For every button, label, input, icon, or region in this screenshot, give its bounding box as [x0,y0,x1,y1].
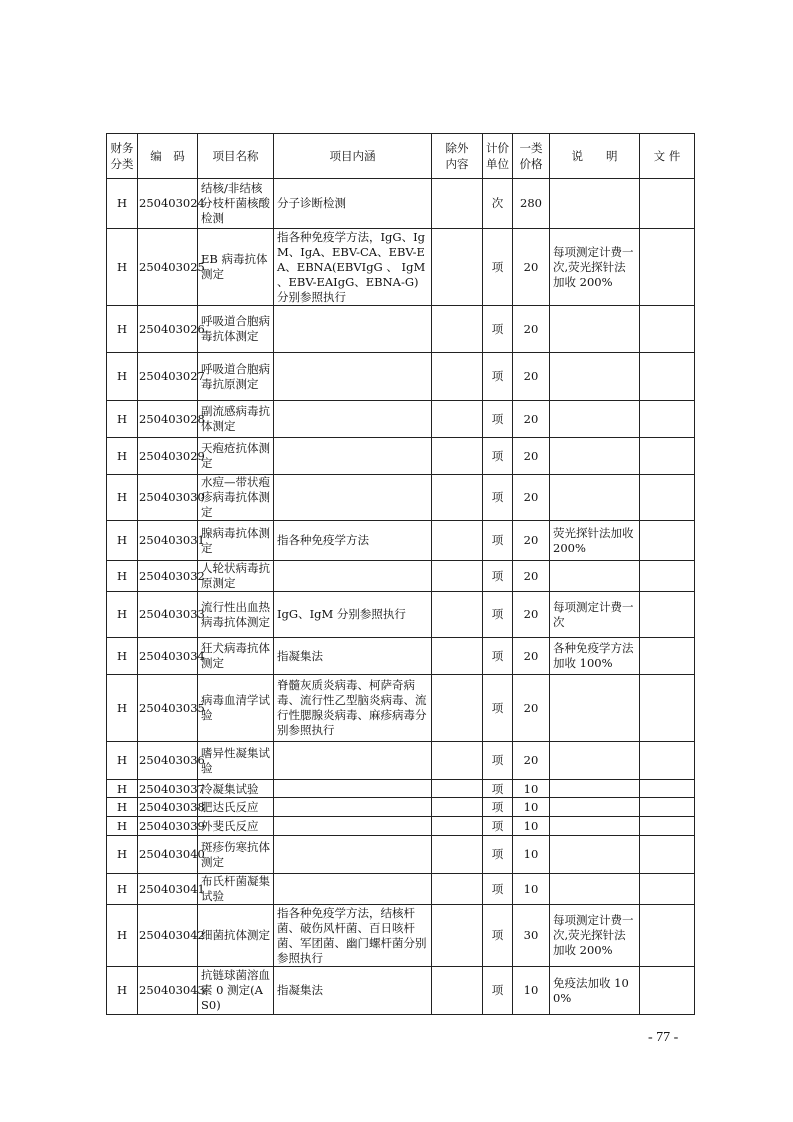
name-cell: 肥达氏反应 [198,798,274,817]
content-cell [274,817,432,836]
table-row [107,401,695,438]
price-cell: 20 [513,438,550,475]
header-category: 财务 分类 [107,134,138,179]
notes-cell [550,561,640,592]
notes-cell [550,836,640,874]
price-cell: 20 [513,229,550,306]
file-cell [640,592,695,638]
exclusions-cell [432,675,483,742]
table-row [107,817,695,836]
code-cell: 250403029 [138,438,198,475]
unit-cell: 次 [483,179,513,229]
header-file: 文 件 [640,134,695,179]
file-cell [640,475,695,521]
table-row [107,638,695,675]
code-cell: 250403043 [138,967,198,1015]
category-cell: H [107,780,138,798]
name-cell: 腺病毒抗体测定 [198,521,274,561]
name-cell: 人轮状病毒抗原测定 [198,561,274,592]
category-cell: H [107,742,138,780]
content-cell: 指各种免疫学方法，IgG、IgM、IgA、EBV-CA、EBV-EA、EBNA(EBVIgG 、 IgM 、EBV-EAIgG、EBNA-G)分别参照执行 [274,229,432,306]
table-row [107,561,695,592]
file-cell [640,817,695,836]
file-cell [640,229,695,306]
name-cell: 抗链球菌溶血素 0 测定(AS0) [198,967,274,1015]
category-cell: H [107,967,138,1015]
price-cell: 20 [513,592,550,638]
header-price: 一类 价格 [513,134,550,179]
table-row [107,874,695,905]
price-cell: 20 [513,306,550,353]
unit-cell: 项 [483,742,513,780]
category-cell: H [107,229,138,306]
unit-cell: 项 [483,798,513,817]
code-cell: 250403028 [138,401,198,438]
table-row [107,353,695,401]
notes-cell [550,798,640,817]
exclusions-cell [432,179,483,229]
notes-cell: 每项测定计费一次 [550,592,640,638]
category-cell: H [107,438,138,475]
table-row [107,836,695,874]
file-cell [640,561,695,592]
table-row [107,306,695,353]
notes-cell [550,353,640,401]
name-cell: 狂犬病毒抗体测定 [198,638,274,675]
category-cell: H [107,905,138,967]
file-cell [640,401,695,438]
code-cell: 250403030 [138,475,198,521]
category-cell: H [107,306,138,353]
notes-cell: 免疫法加收 100% [550,967,640,1015]
exclusions-cell [432,742,483,780]
unit-cell: 项 [483,905,513,967]
exclusions-cell [432,521,483,561]
exclusions-cell [432,561,483,592]
name-cell: 呼吸道合胞病毒抗原测定 [198,353,274,401]
price-cell: 20 [513,638,550,675]
code-cell: 250403025 [138,229,198,306]
header-exclusions: 除外 内容 [432,134,483,179]
code-cell: 250403034 [138,638,198,675]
table-row [107,475,695,521]
header-notes: 说 明 [550,134,640,179]
file-cell [640,353,695,401]
price-table [106,133,695,1015]
category-cell: H [107,874,138,905]
unit-cell: 项 [483,675,513,742]
category-cell: H [107,475,138,521]
header-unit: 计价 单位 [483,134,513,179]
notes-cell [550,179,640,229]
price-cell: 20 [513,742,550,780]
content-cell [274,742,432,780]
code-cell: 250403033 [138,592,198,638]
notes-cell [550,306,640,353]
notes-cell: 荧光探针法加收 200% [550,521,640,561]
notes-cell [550,817,640,836]
content-cell [274,780,432,798]
code-cell: 250403037 [139,781,205,796]
category-cell: H [107,638,138,675]
exclusions-cell [432,967,483,1015]
exclusions-cell [432,475,483,521]
content-cell: 指凝集法 [274,967,432,1015]
exclusions-cell [432,836,483,874]
code-cell: 250403040 [138,836,198,874]
category-cell: H [107,836,138,874]
content-cell: 脊髓灰质炎病毒、柯萨奇病毒、流行性乙型脑炎病毒、流行性腮腺炎病毒、麻疹病毒分别参照执行 [274,675,432,742]
unit-cell: 项 [483,306,513,353]
exclusions-cell [432,229,483,306]
code-cell: 250403031 [138,521,198,561]
name-cell: EB 病毒抗体测定 [198,229,274,306]
price-cell: 10 [513,817,550,836]
table-row [107,592,695,638]
unit-cell: 项 [483,638,513,675]
notes-cell: 各种免疫学方法加收 100% [550,638,640,675]
name-cell: 流行性出血热病毒抗体测定 [198,592,274,638]
unit-cell: 项 [483,967,513,1015]
code-cell: 250403035 [138,675,198,742]
price-cell: 20 [513,353,550,401]
code-cell: 250403032 [138,561,198,592]
exclusions-cell [432,438,483,475]
price-cell: 20 [513,401,550,438]
price-cell: 20 [513,561,550,592]
file-cell [640,638,695,675]
unit-cell: 项 [483,401,513,438]
table-header [107,134,695,179]
name-cell: 天疱疮抗体测定 [198,438,274,475]
name-cell: 外斐氏反应 [198,817,274,836]
unit-cell: 项 [483,521,513,561]
notes-cell [550,780,640,798]
price-cell: 20 [513,475,550,521]
table-row [107,967,695,1015]
content-cell: IgG、IgM 分别参照执行 [274,592,432,638]
table-row [107,798,695,817]
name-cell: 副流感病毒抗体测定 [198,401,274,438]
category-cell: H [107,179,138,229]
notes-cell: 每项测定计费一次,荧光探针法加收 200% [550,229,640,306]
exclusions-cell [432,874,483,905]
table-row [107,438,695,475]
content-cell: 指各种免疫学方法，结核杆菌、破伤风杆菌、百日咳杆菌、军团菌、幽门螺杆菌分别参照执行 [274,905,432,967]
unit-cell: 项 [483,229,513,306]
table-row [107,675,695,742]
content-cell: 指凝集法 [274,638,432,675]
file-cell [640,675,695,742]
code-cell: 250403024 [138,179,198,229]
price-cell: 280 [513,179,550,229]
notes-cell [550,874,640,905]
code-cell: 250403027 [138,353,198,401]
table-row [107,905,695,967]
exclusions-cell [432,401,483,438]
notes-cell: 每项测定计费一次,荧光探针法加收 200% [550,905,640,967]
exclusions-cell [432,638,483,675]
category-cell: H [107,521,138,561]
header-content: 项目内涵 [274,134,432,179]
file-cell [640,179,695,229]
content-cell [274,561,432,592]
unit-cell: 项 [483,561,513,592]
unit-cell: 项 [483,438,513,475]
exclusions-cell [432,306,483,353]
category-cell: H [107,592,138,638]
unit-cell: 项 [483,780,513,798]
notes-cell [550,438,640,475]
exclusions-cell [432,592,483,638]
file-cell [640,836,695,874]
category-cell: H [107,561,138,592]
code-cell: 250403026 [138,306,198,353]
price-cell: 10 [513,967,550,1015]
price-cell: 30 [513,905,550,967]
content-cell [274,475,432,521]
price-cell: 20 [513,521,550,561]
notes-cell [550,675,640,742]
unit-cell: 项 [483,817,513,836]
price-cell: 10 [513,836,550,874]
page-number: - 77 - [648,1030,679,1045]
exclusions-cell [432,780,483,798]
name-cell: 细菌抗体测定 [198,905,274,967]
table-row [107,521,695,561]
content-cell: 指各种免疫学方法 [274,521,432,561]
category-cell: H [107,401,138,438]
content-cell [274,438,432,475]
content-cell [274,836,432,874]
code-cell: 250403041 [138,874,198,905]
file-cell [640,521,695,561]
code-cell: 250403039 [138,817,198,836]
category-cell: H [107,353,138,401]
file-cell [640,874,695,905]
category-cell: H [107,675,138,742]
content-cell: 分子诊断检测 [274,179,432,229]
code-cell: 250403036 [138,742,198,780]
exclusions-cell [432,798,483,817]
unit-cell: 项 [483,836,513,874]
price-cell: 20 [513,675,550,742]
name-cell: 呼吸道合胞病毒抗体测定 [198,306,274,353]
name-cell: 病毒血清学试验 [198,675,274,742]
name-cell: 斑疹伤寒抗体测定 [198,836,274,874]
exclusions-cell [432,905,483,967]
content-cell [274,306,432,353]
file-cell [640,780,695,798]
category-cell: H [107,817,138,836]
notes-cell [550,401,640,438]
unit-cell: 项 [483,592,513,638]
notes-cell [550,475,640,521]
header-code: 编 码 [138,134,198,179]
name-cell: 布氏杆菌凝集试验 [198,874,274,905]
price-cell: 10 [513,780,550,798]
category-cell: H [107,798,138,817]
table-row [107,742,695,780]
unit-cell: 项 [483,874,513,905]
file-cell [640,306,695,353]
unit-cell: 项 [483,353,513,401]
name-cell: 水痘—带状疱疹病毒抗体测定 [198,475,274,521]
name-cell: 结核/非结核分枝杆菌核酸检测 [198,179,274,229]
file-cell [640,967,695,1015]
content-cell [274,798,432,817]
content-cell [274,874,432,905]
table-row [107,780,695,798]
file-cell [640,742,695,780]
header-name: 项目名称 [198,134,274,179]
notes-cell [550,742,640,780]
table-row [107,229,695,306]
name-cell: 冷凝集试验 [198,780,274,798]
file-cell [640,798,695,817]
price-cell: 10 [513,874,550,905]
exclusions-cell [432,353,483,401]
code-cell: 250403042 [138,905,198,967]
content-cell [274,401,432,438]
table-row [107,179,695,229]
file-cell [640,438,695,475]
content-cell [274,353,432,401]
name-cell: 嗜异性凝集试验 [198,742,274,780]
unit-cell: 项 [483,475,513,521]
code-cell: 250403038 [138,798,198,817]
price-cell: 10 [513,798,550,817]
file-cell [640,905,695,967]
exclusions-cell [432,817,483,836]
